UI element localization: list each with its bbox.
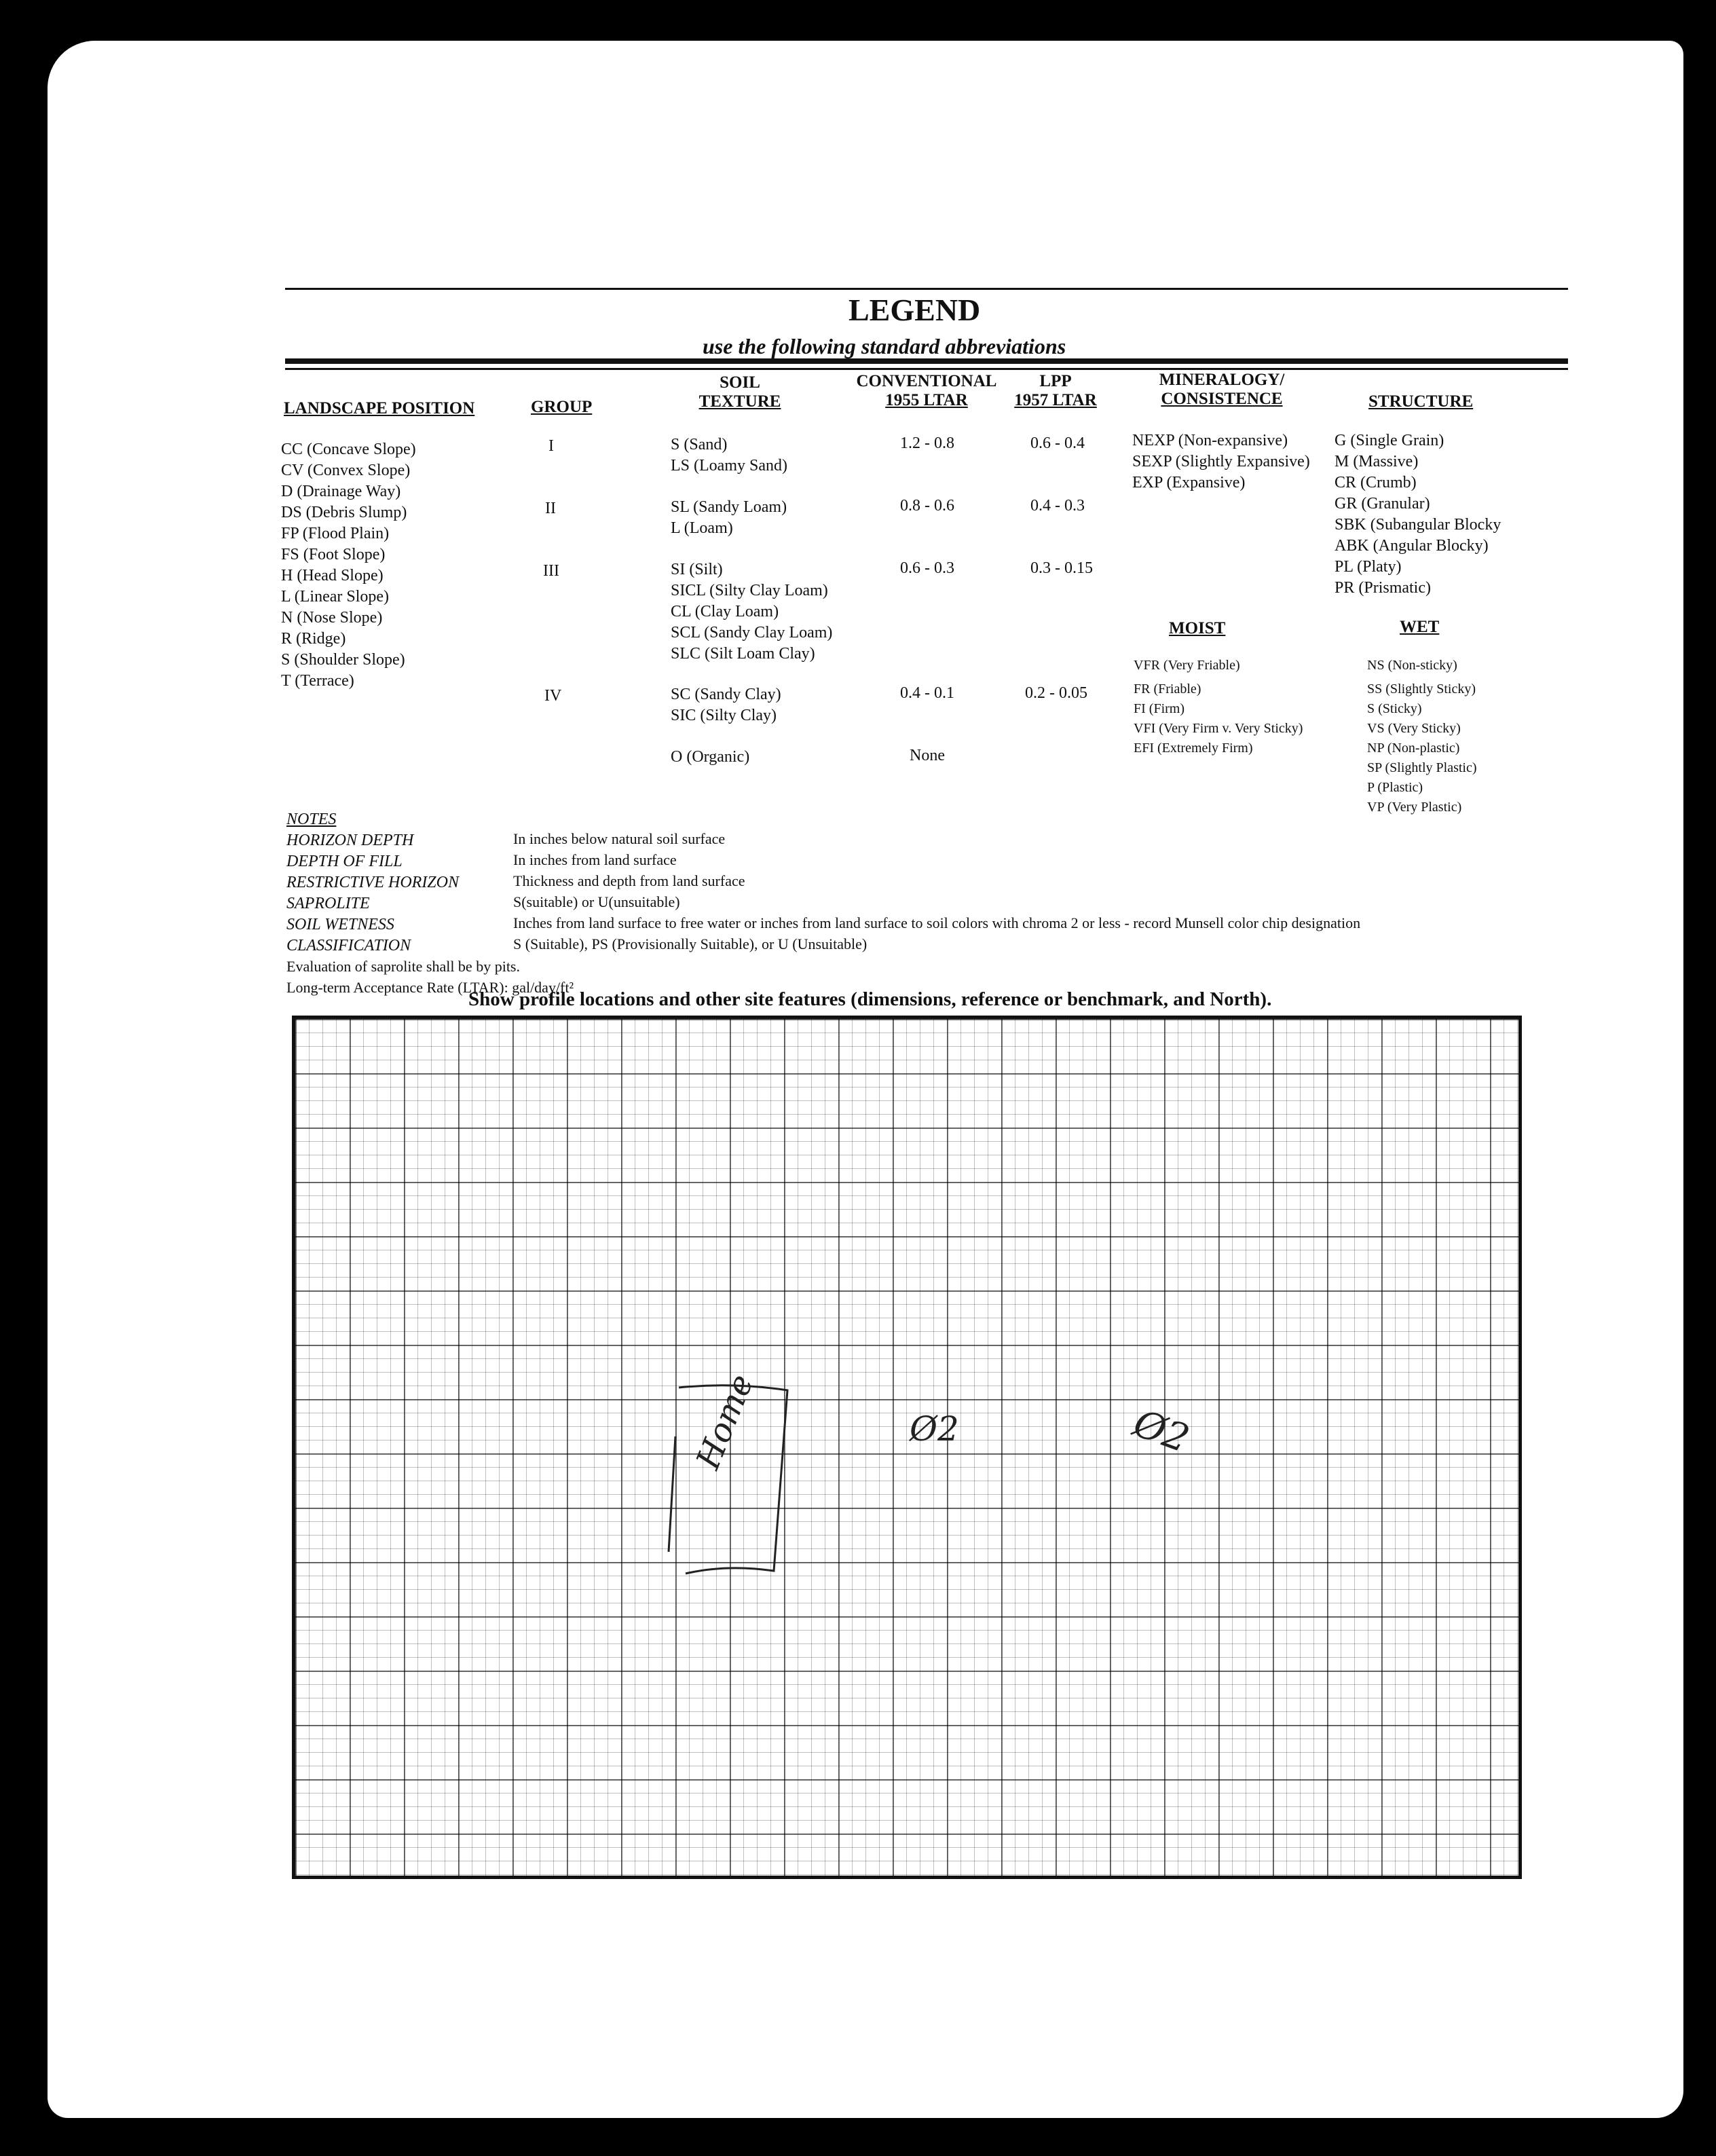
group-label: III: [543, 562, 559, 580]
wet-list: [1367, 656, 1477, 817]
lpp-ltar-value: 0.4 - 0.3: [1030, 497, 1085, 515]
notes-keys: [286, 830, 459, 956]
list-item: D (Drainage Way): [281, 483, 401, 500]
note-value: In inches below natural soil surface: [513, 830, 726, 847]
note-value: Thickness and depth from land surface: [513, 872, 745, 889]
list-item: CC (Concave Slope): [281, 441, 416, 458]
moist-list: [1134, 656, 1303, 758]
list-item: SLC (Silt Loam Clay): [671, 645, 815, 663]
ltar-note: Long-term Acceptance Rate (LTAR): gal/day/ft²: [286, 979, 574, 996]
list-item: PL (Platy): [1335, 558, 1402, 576]
header-soil-texture: [682, 373, 798, 411]
header-conv-line2: 1955 LTAR: [885, 391, 968, 409]
list-item: SIC (Silty Clay): [671, 707, 777, 724]
note-value: In inches from land surface: [513, 851, 677, 868]
header-wet: WET: [1400, 618, 1440, 636]
mineralogy-list: [1132, 430, 1310, 494]
note-key: DEPTH OF FILL: [286, 853, 403, 870]
header-group: GROUP: [531, 398, 593, 416]
lpp-ltar-value: 0.3 - 0.15: [1030, 559, 1093, 577]
list-item: FR (Friable): [1134, 682, 1201, 696]
list-item: SEXP (Slightly Expansive): [1132, 453, 1310, 470]
note-key: SOIL WETNESS: [286, 916, 394, 933]
note-key: CLASSIFICATION: [286, 937, 411, 954]
document-page: [48, 41, 1683, 2118]
note-value: S(suitable) or U(unsuitable): [513, 893, 680, 910]
texture-organic: O (Organic): [671, 748, 750, 766]
top-rule: [285, 288, 1568, 290]
list-item: FS (Foot Slope): [281, 546, 386, 563]
legend-title: LEGEND: [848, 293, 981, 327]
texture-list: [671, 559, 832, 665]
header-lpp-line2: 1957 LTAR: [1014, 391, 1097, 409]
list-item: G (Single Grain): [1335, 432, 1444, 449]
header-conv-line1: CONVENTIONAL: [856, 372, 997, 390]
list-item: H (Head Slope): [281, 567, 384, 584]
list-item: EXP (Expansive): [1132, 474, 1246, 491]
list-item: SICL (Silty Clay Loam): [671, 582, 828, 599]
header-soil-line1: SOIL: [720, 373, 760, 392]
header-lpp-ltar: [1005, 372, 1106, 410]
lpp-ltar-value: 0.2 - 0.05: [1025, 684, 1087, 702]
list-item: DS (Debris Slump): [281, 504, 407, 521]
list-item: SS (Slightly Sticky): [1367, 682, 1476, 696]
list-item: SCL (Sandy Clay Loam): [671, 624, 833, 642]
list-item: M (Massive): [1335, 453, 1419, 470]
list-item: S (Shoulder Slope): [281, 651, 405, 669]
list-item: S (Sticky): [1367, 701, 1422, 716]
site-instruction: Show profile locations and other site features (dimensions, reference or benchmark, and North).: [468, 988, 1272, 1010]
note-key: RESTRICTIVE HORIZON: [286, 874, 459, 891]
conv-ltar-value: 1.2 - 0.8: [900, 434, 954, 452]
note-value: Inches from land surface to free water or inches from land surface to soil colors with chroma 2 or less - record Munsell color chip designation: [513, 914, 1361, 931]
group-label: IV: [544, 687, 562, 705]
note-value: S (Suitable), PS (Provisionally Suitable), or U (Unsuitable): [513, 935, 868, 952]
conv-ltar-value: 0.6 - 0.3: [900, 559, 954, 577]
list-item: ABK (Angular Blocky): [1335, 537, 1489, 555]
legend-subtitle: use the following standard abbreviations: [703, 334, 1066, 358]
list-item: SP (Slightly Plastic): [1367, 760, 1477, 775]
list-item: EFI (Extremely Firm): [1134, 741, 1253, 756]
list-item: CL (Clay Loam): [671, 603, 779, 620]
list-item: R (Ridge): [281, 630, 346, 648]
note-key: SAPROLITE: [286, 895, 370, 912]
list-item: S (Sand): [671, 436, 728, 453]
texture-list: [671, 497, 787, 539]
group-label: I: [548, 437, 554, 455]
list-item: L (Loam): [671, 519, 733, 537]
header-mineralogy-consistence: [1140, 371, 1303, 409]
conv-ltar-value: 0.8 - 0.6: [900, 497, 954, 515]
list-item: VFI (Very Firm v. Very Sticky): [1134, 721, 1303, 736]
header-rule-thick: [285, 358, 1568, 364]
list-item: GR (Granular): [1335, 495, 1430, 513]
conv-ltar-value: 0.4 - 0.1: [900, 684, 954, 702]
list-item: N (Nose Slope): [281, 609, 383, 627]
structure-list: [1335, 430, 1501, 599]
list-item: SI (Silt): [671, 561, 723, 578]
saprolite-note: Evaluation of saprolite shall be by pits.: [286, 958, 520, 975]
list-item: CR (Crumb): [1335, 474, 1417, 491]
conv-ltar-value: None: [910, 747, 945, 764]
profile-mark-1: Ø2: [910, 1409, 959, 1449]
header-landscape-position: LANDSCAPE POSITION: [284, 399, 475, 417]
list-item: NS (Non-sticky): [1367, 658, 1457, 673]
header-moist: MOIST: [1169, 619, 1226, 637]
lpp-ltar-value: 0.6 - 0.4: [1030, 434, 1085, 452]
list-item: L (Linear Slope): [281, 588, 390, 606]
list-item: VFR (Very Friable): [1134, 658, 1240, 673]
header-min-line1: MINERALOGY/: [1159, 371, 1285, 389]
texture-list: [671, 434, 787, 477]
list-item: VS (Very Sticky): [1367, 721, 1461, 736]
site-sketch-grid[interactable]: [292, 1016, 1522, 1879]
notes-values: [513, 828, 1360, 954]
group-label: II: [545, 500, 556, 517]
list-item: FI (Firm): [1134, 701, 1185, 716]
header-conventional-ltar: [852, 372, 1001, 410]
house-label: Home: [689, 1369, 762, 1474]
note-key: HORIZON DEPTH: [286, 832, 414, 849]
header-lpp-line1: LPP: [1039, 372, 1072, 390]
list-item: PR (Prismatic): [1335, 579, 1431, 597]
list-item: NP (Non-plastic): [1367, 741, 1460, 756]
landscape-list: [281, 439, 416, 692]
list-item: VP (Very Plastic): [1367, 800, 1462, 815]
list-item: SL (Sandy Loam): [671, 498, 787, 516]
profile-mark-2: Ø2: [1127, 1401, 1195, 1462]
list-item: CV (Convex Slope): [281, 462, 411, 479]
list-item: FP (Flood Plain): [281, 525, 390, 542]
header-rule-thin: [285, 368, 1568, 370]
header-soil-line2: TEXTURE: [698, 392, 781, 411]
house-sketch: [292, 1016, 1522, 1879]
list-item: T (Terrace): [281, 672, 354, 690]
header-min-line2: CONSISTENCE: [1161, 390, 1283, 408]
texture-list: [671, 684, 781, 726]
list-item: P (Plastic): [1367, 780, 1423, 795]
list-item: SC (Sandy Clay): [671, 686, 781, 703]
list-item: NEXP (Non-expansive): [1132, 432, 1288, 449]
list-item: SBK (Subangular Blocky: [1335, 516, 1502, 534]
notes-heading: NOTES: [286, 811, 337, 828]
header-structure: STRUCTURE: [1368, 392, 1474, 411]
list-item: LS (Loamy Sand): [671, 457, 787, 475]
